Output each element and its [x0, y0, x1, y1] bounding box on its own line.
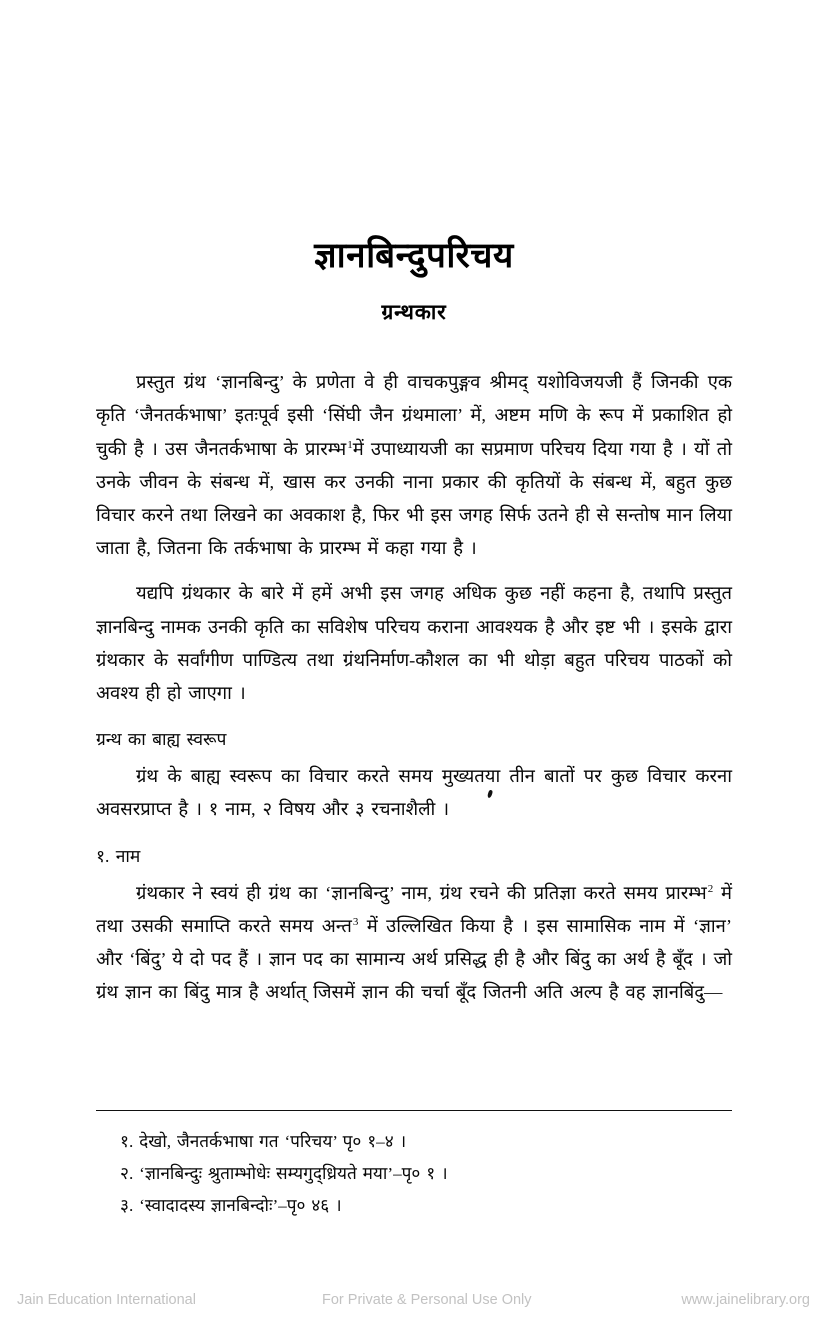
footnote-ref-3[interactable]: 3 [352, 915, 359, 928]
page-content [96, 236, 732, 1215]
heading-naam: १. नाम [96, 845, 141, 866]
paragraph-1-text-rest: में उपाध्यायजी का सप्रमाण परिचय दिया गया है । यों तो उनके जीवन के संबन्ध में, खास कर उनकी नाना प्रकार की कृतियों के संबन्ध में, बहुत कुछ विचार करने तथा लिखने का अवकाश है, फिर भी इस जगह सिर्फ उतने ही से सन्तोष मान लिया जाता है, जितना कि तर्कभाषा के प्रारम्भ में कहा गया है । [96, 438, 732, 559]
footnote-ref-2[interactable]: 2 [707, 882, 714, 895]
footnote-ref-1[interactable]: 1 [347, 438, 353, 451]
paragraph-4 [96, 877, 732, 1010]
paragraph-4-text-c: में उल्लिखित किया है । इस सामासिक नाम में ‘ज्ञान’ और ‘बिंदु’ ये दो पद हैं । ज्ञान पद का सामान्य अर्थ प्रसिद्ध ही है और बिंदु का अर्थ है बूँद । जो ग्रंथ ज्ञान का बिंदु मात्र है अर्थात् जिसमें ज्ञान की चर्चा बूँद जितनी अति अल्प है वह ज्ञानबिंदु— [96, 915, 732, 1003]
page-footer [0, 1292, 828, 1312]
footnote-item: ३. ‘स्वादादस्य ज्ञानबिन्दोः’–पृ० ४६ । [120, 1196, 342, 1215]
footer-usage-notice: For Private & Personal Use Only [322, 1292, 532, 1308]
footer-organization: Jain Education International [17, 1292, 196, 1308]
paragraph-1 [96, 366, 732, 565]
footnote-item: २. ‘ज्ञानबिन्दुः श्रुताम्भोधेः सम्यगुद्ध्रियते मया’–पृ० १ । [120, 1164, 448, 1183]
paragraph-4-text-a: ग्रंथकार ने स्वयं ही ग्रंथ का ‘ज्ञानबिन्दु’ नाम, ग्रंथ रचने की प्रतिज्ञा करते समय प्रारम्भ [136, 882, 707, 903]
footnote-separator [96, 1110, 732, 1111]
page-title: ज्ञानबिन्दुपरिचय [314, 236, 514, 275]
page-subtitle: ग्रन्थकार [381, 300, 447, 325]
paragraph-3: ग्रंथ के बाह्य स्वरूप का विचार करते समय मुख्यतया तीन बातों पर कुछ विचार करना अवसरप्राप्त है । १ नाम, २ विषय और ३ रचनाशैली । [96, 766, 732, 820]
heading-grantha-bahya-swaroop: ग्रन्थ का बाह्य स्वरूप [96, 729, 227, 750]
paragraph-4-text-b: में तथा उसकी समाप्ति करते समय अन्त [96, 882, 732, 936]
footnote-item: १. देखो, जैनतर्कभाषा गत ‘परिचय’ पृ० १–४ । [120, 1132, 407, 1151]
paragraph-1-text: प्रस्तुत ग्रंथ ‘ज्ञानबिन्दु’ के प्रणेता वे ही वाचकपुङ्गव श्रीमद् यशोविजयजी हैं जिनकी एक कृति ‘जैनतर्कभाषा’ इतःपूर्व इसी ‘सिंघी जैन ग्रंथमाला’ में, अष्टम मणि के रूप में प्रकाशित हो चुकी है । उस जैनतर्कभाषा के प्रारम्भ [96, 372, 732, 459]
footer-website-url[interactable]: www.jainelibrary.org [681, 1292, 810, 1308]
footnote-list [120, 1126, 732, 1222]
paragraph-2: यद्यपि ग्रंथकार के बारे में हमें अभी इस जगह अधिक कुछ नहीं कहना है, तथापि प्रस्तुत ज्ञानबिन्दु नामक उनकी कृति का सविशेष परिचय कराना आवश्यक है और इष्ट भी । इसके द्वारा ग्रंथकार के सर्वांगीण पाण्डित्य तथा ग्रंथनिर्माण-कौशल का भी थोड़ा बहुत परिचय पाठकों को अवश्य ही हो जाएगा । [96, 583, 732, 704]
